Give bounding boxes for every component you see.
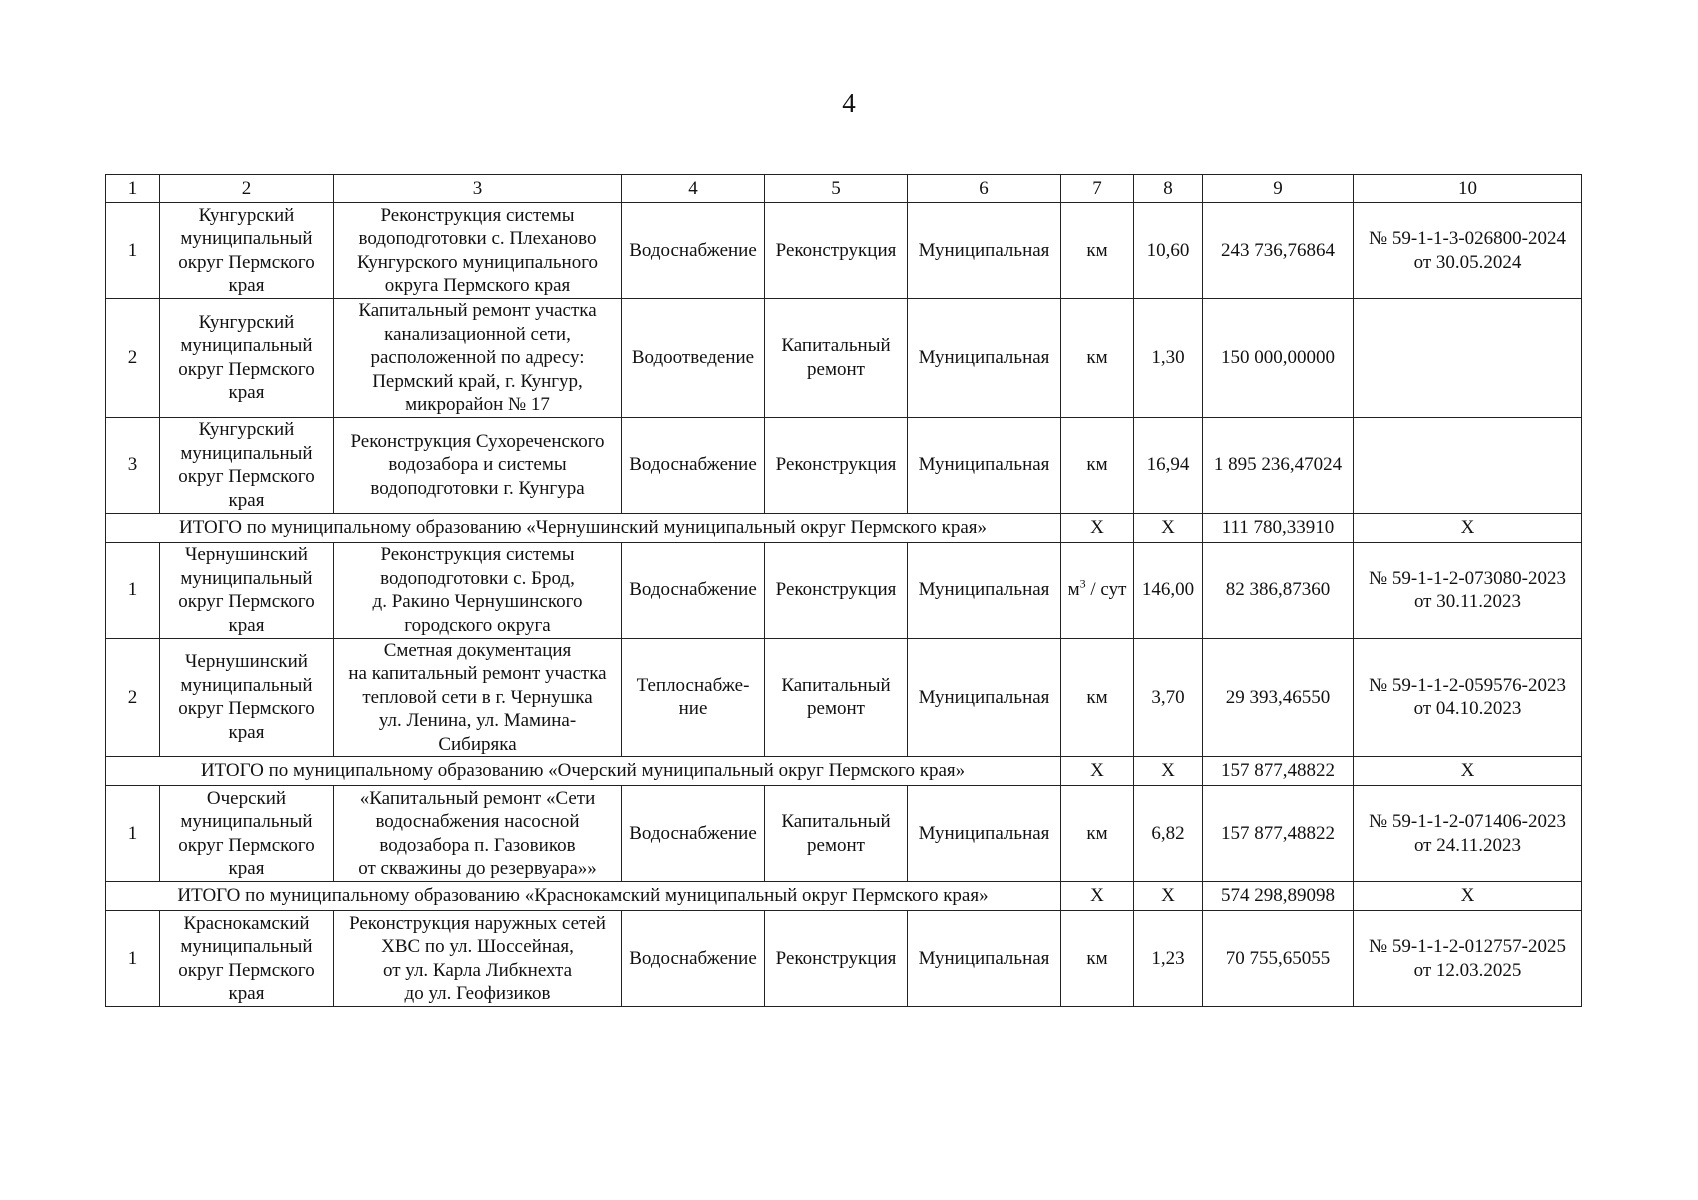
municipality-cell: Очерский муниципальный округ Пермского края (160, 786, 334, 882)
municipality-cell: Чернушинский муниципальный округ Пермского края (160, 542, 334, 638)
subtotal-label: ИТОГО по муниципальному образованию «Краснокамский муниципальный округ Пермского края» (106, 882, 1061, 911)
expertise-cell (1354, 417, 1582, 513)
subtotal-row (106, 513, 1582, 542)
cost-cell: 29 393,46550 (1203, 638, 1354, 757)
column-header: 5 (765, 175, 908, 203)
table-row (106, 417, 1582, 513)
sphere-cell: Теплоснабже- ние (622, 638, 765, 757)
column-header: 10 (1354, 175, 1582, 203)
column-header: 7 (1061, 175, 1134, 203)
column-header: 3 (334, 175, 622, 203)
object-name-cell: Реконструкция системы водоподготовки с. Плеханово Кунгурского муниципального округа Пермского края (334, 203, 622, 299)
subtotal-unit: X (1061, 757, 1134, 786)
table-row (106, 911, 1582, 1007)
expertise-cell: № 59-1-1-3-026800-2024 от 30.05.2024 (1354, 203, 1582, 299)
sphere-cell: Водоснабжение (622, 417, 765, 513)
table-row (106, 542, 1582, 638)
work-type-cell: Реконструкция (765, 542, 908, 638)
unit-base: м (1067, 579, 1080, 601)
sphere-cell: Водоснабжение (622, 786, 765, 882)
work-type-cell: Капитальный ремонт (765, 638, 908, 757)
capacity-cell: 16,94 (1134, 417, 1203, 513)
column-header: 4 (622, 175, 765, 203)
work-type-cell: Капитальный ремонт (765, 299, 908, 418)
table-row (106, 786, 1582, 882)
work-type-cell: Реконструкция (765, 417, 908, 513)
unit-cell: км (1061, 911, 1134, 1007)
unit-cell: км (1061, 299, 1134, 418)
column-header: 1 (106, 175, 160, 203)
ownership-cell: Муниципальная (908, 299, 1061, 418)
row-number: 2 (106, 638, 160, 757)
objects-table (105, 174, 1582, 1007)
subtotal-expertise: X (1354, 882, 1582, 911)
column-header: 8 (1134, 175, 1203, 203)
cost-cell: 150 000,00000 (1203, 299, 1354, 418)
ownership-cell: Муниципальная (908, 542, 1061, 638)
unit-cell: км (1061, 638, 1134, 757)
expertise-cell: № 59-1-1-2-012757-2025 от 12.03.2025 (1354, 911, 1582, 1007)
subtotal-unit: X (1061, 513, 1134, 542)
sphere-cell: Водоснабжение (622, 911, 765, 1007)
cost-cell: 1 895 236,47024 (1203, 417, 1354, 513)
column-header: 2 (160, 175, 334, 203)
work-type-cell: Реконструкция (765, 911, 908, 1007)
municipality-cell: Чернушинский муниципальный округ Пермского края (160, 638, 334, 757)
row-number: 1 (106, 542, 160, 638)
ownership-cell: Муниципальная (908, 911, 1061, 1007)
table-row (106, 638, 1582, 757)
municipality-cell: Кунгурский муниципальный округ Пермского края (160, 299, 334, 418)
municipality-cell: Кунгурский муниципальный округ Пермского края (160, 417, 334, 513)
ownership-cell: Муниципальная (908, 786, 1061, 882)
expertise-cell (1354, 299, 1582, 418)
row-number: 3 (106, 417, 160, 513)
unit-cell: км (1061, 203, 1134, 299)
unit-cell (1061, 542, 1134, 638)
object-name-cell: Реконструкция системы водоподготовки с. Брод, д. Ракино Чернушинского городского округа (334, 542, 622, 638)
subtotal-label: ИТОГО по муниципальному образованию «Очерский муниципальный округ Пермского края» (106, 757, 1061, 786)
cost-cell: 243 736,76864 (1203, 203, 1354, 299)
page-number: 4 (842, 88, 856, 118)
sphere-cell: Водоснабжение (622, 542, 765, 638)
subtotal-cost: 574 298,89098 (1203, 882, 1354, 911)
object-name-cell: Капитальный ремонт участка канализационной сети, расположенной по адресу: Пермский край, г. Кунгур, микрорайон № 17 (334, 299, 622, 418)
capacity-cell: 1,23 (1134, 911, 1203, 1007)
row-number: 1 (106, 911, 160, 1007)
object-name-cell: «Капитальный ремонт «Сети водоснабжения насосной водозабора п. Газовиков от скважины до резервуара»» (334, 786, 622, 882)
subtotal-capacity: X (1134, 513, 1203, 542)
subtotal-cost: 111 780,33910 (1203, 513, 1354, 542)
capacity-cell: 146,00 (1134, 542, 1203, 638)
work-type-cell: Реконструкция (765, 203, 908, 299)
subtotal-expertise: X (1354, 513, 1582, 542)
subtotal-capacity: X (1134, 882, 1203, 911)
ownership-cell: Муниципальная (908, 638, 1061, 757)
work-type-cell: Капитальный ремонт (765, 786, 908, 882)
subtotal-expertise: X (1354, 757, 1582, 786)
column-header: 6 (908, 175, 1061, 203)
object-name-cell: Реконструкция наружных сетей ХВС по ул. Шоссейная, от ул. Карла Либкнехта до ул. Геофизиков (334, 911, 622, 1007)
subtotal-cost: 157 877,48822 (1203, 757, 1354, 786)
expertise-cell: № 59-1-1-2-073080-2023 от 30.11.2023 (1354, 542, 1582, 638)
cost-cell: 70 755,65055 (1203, 911, 1354, 1007)
subtotal-row (106, 882, 1582, 911)
row-number: 1 (106, 786, 160, 882)
subtotal-label: ИТОГО по муниципальному образованию «Чернушинский муниципальный округ Пермского края» (106, 513, 1061, 542)
unit-cell: км (1061, 786, 1134, 882)
sphere-cell: Водоснабжение (622, 203, 765, 299)
sphere-cell: Водоотведение (622, 299, 765, 418)
expertise-cell: № 59-1-1-2-071406-2023 от 24.11.2023 (1354, 786, 1582, 882)
object-name-cell: Реконструкция Сухореченского водозабора и системы водоподготовки г. Кунгура (334, 417, 622, 513)
subtotal-unit: X (1061, 882, 1134, 911)
capacity-cell: 6,82 (1134, 786, 1203, 882)
ownership-cell: Муниципальная (908, 417, 1061, 513)
municipality-cell: Кунгурский муниципальный округ Пермского края (160, 203, 334, 299)
unit-tail: / сут (1085, 579, 1127, 601)
table-row (106, 299, 1582, 418)
capacity-cell: 10,60 (1134, 203, 1203, 299)
cost-cell: 157 877,48822 (1203, 786, 1354, 882)
capacity-cell: 1,30 (1134, 299, 1203, 418)
unit-cell: км (1061, 417, 1134, 513)
expertise-cell: № 59-1-1-2-059576-2023 от 04.10.2023 (1354, 638, 1582, 757)
table-body (106, 175, 1582, 1007)
column-number-row (106, 175, 1582, 203)
subtotal-row (106, 757, 1582, 786)
capacity-cell: 3,70 (1134, 638, 1203, 757)
municipality-cell: Краснокамский муниципальный округ Пермского края (160, 911, 334, 1007)
row-number: 1 (106, 203, 160, 299)
cost-cell: 82 386,87360 (1203, 542, 1354, 638)
subtotal-capacity: X (1134, 757, 1203, 786)
row-number: 2 (106, 299, 160, 418)
table-row (106, 203, 1582, 299)
unit-superscript: 3 (1079, 576, 1086, 591)
object-name-cell: Сметная документация на капитальный ремонт участка тепловой сети в г. Чернушка ул. Ленина, ул. Мамина- Сибиряка (334, 638, 622, 757)
column-header: 9 (1203, 175, 1354, 203)
ownership-cell: Муниципальная (908, 203, 1061, 299)
